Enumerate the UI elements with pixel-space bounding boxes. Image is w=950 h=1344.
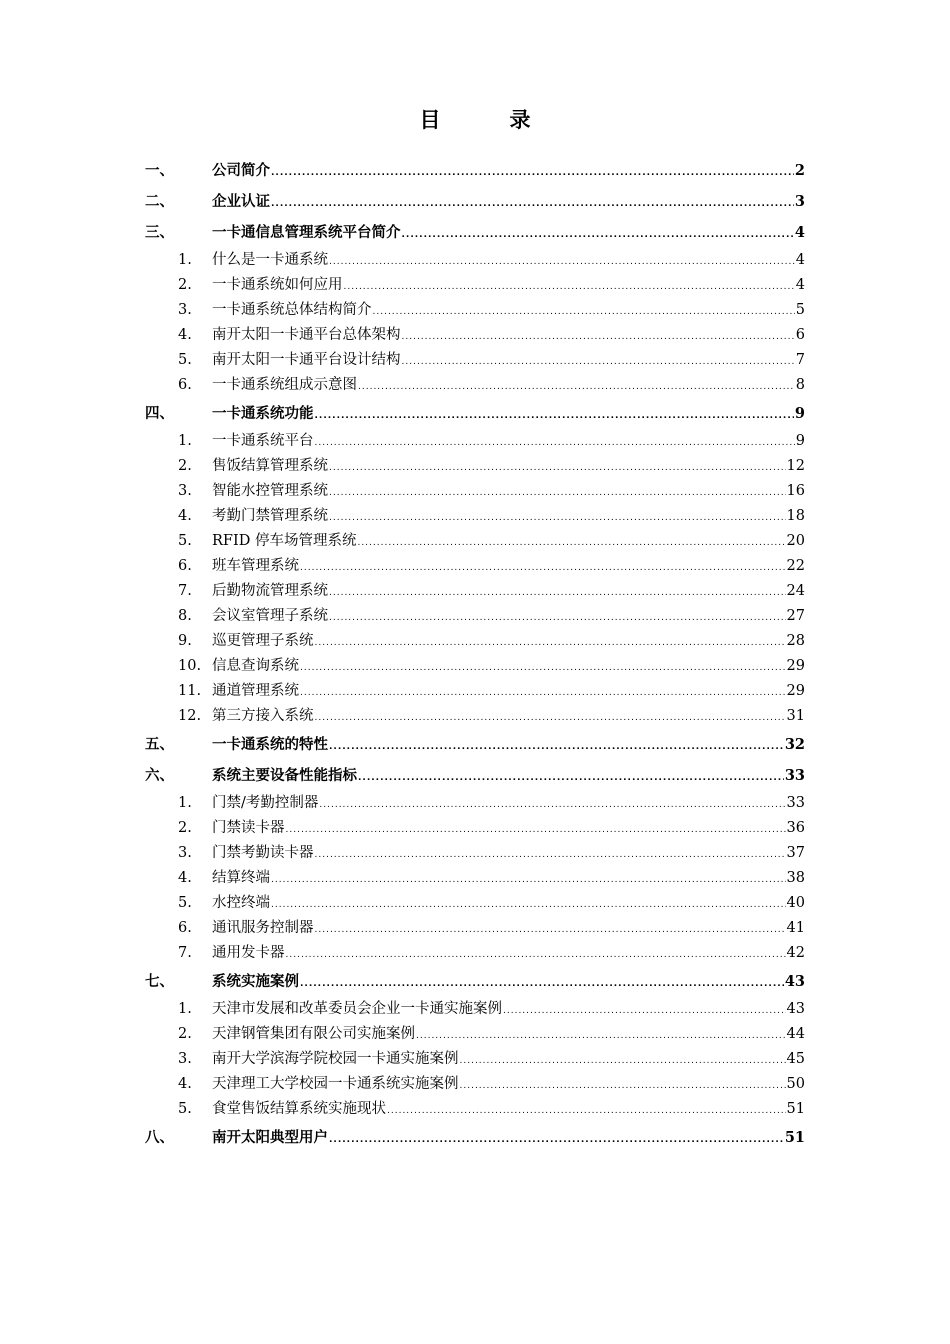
toc-entry-title[interactable]: 巡更管理子系统 xyxy=(212,633,314,649)
toc-entry-title[interactable]: 天津理工大学校园一卡通系统实施案例 xyxy=(212,1076,459,1092)
toc-entry-page-number: 3 xyxy=(794,193,805,210)
toc-dot-leader xyxy=(460,1074,786,1099)
toc-section-entry[interactable] xyxy=(145,504,805,529)
toc-section-entry[interactable] xyxy=(145,604,805,629)
toc-entry-page-number: 20 xyxy=(786,533,805,549)
toc-entry-number: 2. xyxy=(178,277,192,293)
toc-entry-number: 2. xyxy=(178,820,192,836)
toc-entry-page-number: 6 xyxy=(795,327,805,343)
toc-chapter-entry[interactable] xyxy=(145,729,805,760)
toc-entry-page-number: 38 xyxy=(786,870,805,886)
toc-section-entry[interactable] xyxy=(145,1022,805,1047)
toc-dot-leader xyxy=(344,275,795,300)
toc-dot-leader xyxy=(300,681,786,706)
toc-entry-page-number: 42 xyxy=(786,945,805,961)
toc-section-entry[interactable] xyxy=(145,997,805,1022)
toc-section-entry[interactable] xyxy=(145,866,805,891)
toc-entry-title[interactable]: 公司简介 xyxy=(212,162,270,179)
toc-entry-number: 6. xyxy=(178,920,192,936)
toc-entry-title[interactable]: 一卡通系统总体结构简介 xyxy=(212,302,372,318)
toc-entry-number: 3. xyxy=(178,483,192,499)
toc-entry-number: 4. xyxy=(178,327,192,343)
toc-section-entry[interactable] xyxy=(145,679,805,704)
toc-section-entry[interactable] xyxy=(145,841,805,866)
toc-dot-leader xyxy=(329,506,786,531)
toc-dot-leader xyxy=(300,556,786,581)
toc-entry-page-number: 29 xyxy=(786,658,805,674)
toc-entry-page-number: 24 xyxy=(786,583,805,599)
toc-entry-title[interactable]: 系统实施案例 xyxy=(212,973,299,990)
toc-entry-page-number: 41 xyxy=(786,920,805,936)
toc-dot-leader xyxy=(315,431,795,456)
toc-dot-leader xyxy=(329,250,795,275)
toc-section-entry[interactable] xyxy=(145,454,805,479)
toc-entry-title[interactable]: 南开太阳一卡通平台总体架构 xyxy=(212,327,401,343)
toc-chapter-entry[interactable] xyxy=(145,217,805,248)
toc-entry-title[interactable]: 门禁考勤读卡器 xyxy=(212,845,314,861)
toc-entry-page-number: 43 xyxy=(784,973,805,990)
toc-entry-title[interactable]: 一卡通系统平台 xyxy=(212,433,314,449)
toc-entry-title[interactable]: 水控终端 xyxy=(212,895,270,911)
toc-dot-leader xyxy=(329,481,786,506)
toc-entry-title[interactable]: 第三方接入系统 xyxy=(212,708,314,724)
toc-section-entry[interactable] xyxy=(145,298,805,323)
toc-dot-leader xyxy=(271,868,786,893)
toc-dot-leader xyxy=(402,325,795,350)
toc-dot-leader xyxy=(329,581,786,606)
toc-entry-page-number: 32 xyxy=(784,736,805,753)
toc-entry-title[interactable]: 一卡通系统如何应用 xyxy=(212,277,343,293)
toc-entry-page-number: 50 xyxy=(786,1076,805,1092)
toc-entry-number: 4. xyxy=(178,870,192,886)
toc-dot-leader xyxy=(315,631,786,656)
toc-section-entry[interactable] xyxy=(145,579,805,604)
toc-section-entry[interactable] xyxy=(145,373,805,398)
toc-entry-page-number: 29 xyxy=(786,683,805,699)
toc-dot-leader xyxy=(315,918,786,943)
toc-entry-page-number: 44 xyxy=(786,1026,805,1042)
toc-entry-title[interactable]: 售饭结算管理系统 xyxy=(212,458,328,474)
toc-dot-leader xyxy=(329,606,786,631)
toc-dot-leader xyxy=(387,1099,786,1124)
toc-entry-title[interactable]: 考勤门禁管理系统 xyxy=(212,508,328,524)
toc-entry-title[interactable]: 南开太阳一卡通平台设计结构 xyxy=(212,352,401,368)
toc-entry-page-number: 22 xyxy=(786,558,805,574)
toc-entry-number: 3. xyxy=(178,302,192,318)
toc-section-entry[interactable] xyxy=(145,791,805,816)
toc-entry-page-number: 31 xyxy=(786,708,805,724)
toc-dot-leader xyxy=(416,1024,786,1049)
toc-entry-number: 3. xyxy=(178,1051,192,1067)
toc-entry-page-number: 43 xyxy=(786,1001,805,1017)
toc-entry-number: 1. xyxy=(178,433,192,449)
toc-section-entry[interactable] xyxy=(145,323,805,348)
toc-chapter-entry[interactable] xyxy=(145,155,805,186)
toc-entry-page-number: 9 xyxy=(795,433,805,449)
toc-chapter-entry[interactable] xyxy=(145,186,805,217)
toc-dot-leader xyxy=(358,375,795,400)
toc-section-entry[interactable] xyxy=(145,891,805,916)
toc-entry-title[interactable]: 天津市发展和改革委员会企业一卡通实施案例 xyxy=(212,1001,502,1017)
toc-dot-leader xyxy=(286,943,786,968)
toc-entry-number: 七、 xyxy=(145,973,174,990)
toc-section-entry[interactable] xyxy=(145,1047,805,1072)
toc-entry-number: 2. xyxy=(178,458,192,474)
toc-entry-number: 1. xyxy=(178,1001,192,1017)
toc-dot-leader xyxy=(286,818,786,843)
toc-section-entry[interactable] xyxy=(145,554,805,579)
toc-section-entry[interactable] xyxy=(145,348,805,373)
toc-section-entry[interactable] xyxy=(145,273,805,298)
toc-dot-leader xyxy=(329,456,786,481)
toc-entry-title[interactable]: 通讯服务控制器 xyxy=(212,920,314,936)
toc-entry-number: 9. xyxy=(178,633,192,649)
toc-section-entry[interactable] xyxy=(145,941,805,966)
toc-entry-number: 5. xyxy=(178,1101,192,1117)
toc-entry-number: 四、 xyxy=(145,405,174,422)
toc-dot-leader xyxy=(271,158,794,189)
toc-entry-number: 8. xyxy=(178,608,192,624)
toc-dot-leader xyxy=(402,350,795,375)
toc-entry-title[interactable]: 一卡通信息管理系统平台简介 xyxy=(212,224,401,241)
toc-dot-leader xyxy=(300,656,786,681)
toc-dot-leader xyxy=(358,763,784,794)
toc-entry-number: 3. xyxy=(178,845,192,861)
toc-dot-leader xyxy=(315,843,786,868)
toc-dot-leader xyxy=(329,732,784,763)
toc-section-entry[interactable] xyxy=(145,429,805,454)
toc-entry-page-number: 28 xyxy=(786,633,805,649)
toc-entry-page-number: 4 xyxy=(795,252,805,268)
table-of-contents xyxy=(145,155,805,1153)
toc-entry-number: 二、 xyxy=(145,193,174,210)
toc-entry-page-number: 18 xyxy=(786,508,805,524)
toc-entry-title[interactable]: 南开太阳典型用户 xyxy=(212,1129,328,1146)
toc-section-entry[interactable] xyxy=(145,654,805,679)
toc-entry-number: 6. xyxy=(178,558,192,574)
toc-entry-title[interactable]: 什么是一卡通系统 xyxy=(212,252,328,268)
toc-entry-page-number: 4 xyxy=(794,224,805,241)
toc-section-entry[interactable] xyxy=(145,916,805,941)
toc-entry-page-number: 4 xyxy=(795,277,805,293)
toc-section-entry[interactable] xyxy=(145,529,805,554)
toc-entry-title[interactable]: 会议室管理子系统 xyxy=(212,608,328,624)
toc-entry-number: 10. xyxy=(178,658,202,674)
toc-entry-number: 6. xyxy=(178,377,192,393)
toc-dot-leader xyxy=(329,1125,784,1156)
toc-entry-title[interactable]: 食堂售饭结算系统实施现状 xyxy=(212,1101,386,1117)
toc-dot-leader xyxy=(315,401,794,432)
toc-entry-title[interactable]: 一卡通系统的特性 xyxy=(212,736,328,753)
toc-entry-number: 5. xyxy=(178,352,192,368)
toc-entry-number: 八、 xyxy=(145,1129,174,1146)
toc-entry-number: 7. xyxy=(178,945,192,961)
toc-section-entry[interactable] xyxy=(145,1097,805,1122)
toc-dot-leader xyxy=(319,793,785,818)
toc-chapter-entry[interactable] xyxy=(145,398,805,429)
toc-entry-page-number: 5 xyxy=(795,302,805,318)
toc-dot-leader xyxy=(373,300,795,325)
toc-entry-title[interactable]: 系统主要设备性能指标 xyxy=(212,767,357,784)
toc-dot-leader xyxy=(402,220,794,251)
toc-section-entry[interactable] xyxy=(145,629,805,654)
toc-entry-number: 7. xyxy=(178,583,192,599)
toc-entry-title[interactable]: 门禁读卡器 xyxy=(212,820,285,836)
toc-entry-number: 5. xyxy=(178,533,192,549)
toc-entry-page-number: 51 xyxy=(784,1129,805,1146)
toc-entry-number: 4. xyxy=(178,1076,192,1092)
toc-entry-number: 六、 xyxy=(145,767,174,784)
toc-entry-title[interactable]: 信息查询系统 xyxy=(212,658,299,674)
toc-entry-page-number: 7 xyxy=(795,352,805,368)
toc-entry-title[interactable]: 天津钢管集团有限公司实施案例 xyxy=(212,1026,415,1042)
toc-chapter-entry[interactable] xyxy=(145,966,805,997)
toc-section-entry[interactable] xyxy=(145,704,805,729)
toc-section-entry[interactable] xyxy=(145,479,805,504)
toc-entry-title[interactable]: 一卡通系统功能 xyxy=(212,405,314,422)
toc-dot-leader xyxy=(357,531,785,556)
toc-entry-page-number: 33 xyxy=(784,767,805,784)
toc-entry-title[interactable]: 企业认证 xyxy=(212,193,270,210)
toc-entry-number: 12. xyxy=(178,708,202,724)
toc-entry-page-number: 2 xyxy=(794,162,805,179)
toc-entry-title[interactable]: 后勤物流管理系统 xyxy=(212,583,328,599)
toc-dot-leader xyxy=(460,1049,786,1074)
toc-entry-page-number: 40 xyxy=(786,895,805,911)
toc-dot-leader xyxy=(271,189,794,220)
toc-entry-title[interactable]: 班车管理系统 xyxy=(212,558,299,574)
toc-dot-leader xyxy=(271,893,786,918)
toc-section-entry[interactable] xyxy=(145,248,805,273)
toc-entry-page-number: 27 xyxy=(786,608,805,624)
toc-dot-leader xyxy=(300,969,784,1000)
toc-entry-number: 五、 xyxy=(145,736,174,753)
toc-section-entry[interactable] xyxy=(145,1072,805,1097)
toc-chapter-entry[interactable] xyxy=(145,760,805,791)
toc-dot-leader xyxy=(315,706,786,731)
toc-chapter-entry[interactable] xyxy=(145,1122,805,1153)
toc-entry-number: 1. xyxy=(178,795,192,811)
toc-entry-title[interactable]: RFID 停车场管理系统 xyxy=(212,533,357,549)
toc-entry-page-number: 33 xyxy=(786,795,805,811)
toc-entry-page-number: 37 xyxy=(786,845,805,861)
toc-entry-page-number: 12 xyxy=(786,458,805,474)
toc-entry-number: 一、 xyxy=(145,162,174,179)
toc-entry-page-number: 16 xyxy=(786,483,805,499)
toc-entry-number: 4. xyxy=(178,508,192,524)
toc-entry-page-number: 36 xyxy=(786,820,805,836)
toc-entry-title[interactable]: 通道管理系统 xyxy=(212,683,299,699)
toc-entry-number: 1. xyxy=(178,252,192,268)
toc-entry-page-number: 45 xyxy=(786,1051,805,1067)
toc-entry-number: 2. xyxy=(178,1026,192,1042)
toc-entry-number: 三、 xyxy=(145,224,174,241)
toc-entry-page-number: 8 xyxy=(795,377,805,393)
toc-entry-title[interactable]: 南开大学滨海学院校园一卡通实施案例 xyxy=(212,1051,459,1067)
toc-entry-number: 11. xyxy=(178,683,202,699)
toc-entry-title[interactable]: 门禁/考勤控制器 xyxy=(212,795,319,811)
toc-entry-title[interactable]: 通用发卡器 xyxy=(212,945,285,961)
toc-entry-page-number: 51 xyxy=(786,1101,805,1117)
toc-section-entry[interactable] xyxy=(145,816,805,841)
toc-entry-title[interactable]: 智能水控管理系统 xyxy=(212,483,328,499)
toc-entry-title[interactable]: 一卡通系统组成示意图 xyxy=(212,377,357,393)
toc-dot-leader xyxy=(503,999,786,1024)
toc-entry-number: 5. xyxy=(178,895,192,911)
toc-entry-title[interactable]: 结算终端 xyxy=(212,870,270,886)
toc-entry-page-number: 9 xyxy=(794,405,805,422)
page-title: 目 录 xyxy=(419,107,555,132)
